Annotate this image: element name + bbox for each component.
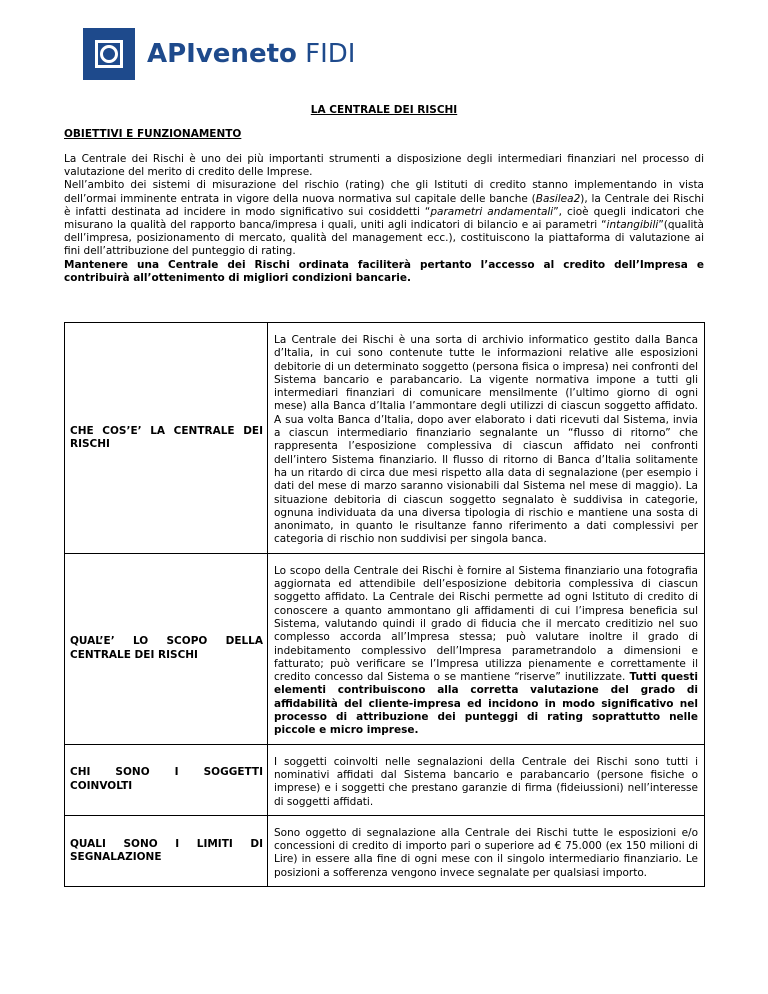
faq-table bbox=[64, 322, 705, 887]
faq-question: CHE COS’E’ LA CENTRALE DEI RISCHI bbox=[70, 424, 263, 450]
document-title: LA CENTRALE DEI RISCHI bbox=[310, 104, 458, 116]
faq-question-cell bbox=[65, 323, 268, 554]
faq-answer-bold-text: Tutti questi elementi contribuiscono alla corretta valutazione del grado di affidabilità del cliente-impresa ed incidono in modo significativo nel processo di attribuzione dei punteggi di rating soprattutto nelle piccole e micro imprese. bbox=[274, 671, 698, 737]
faq-answer-cell bbox=[268, 553, 705, 744]
intro-p2-intang: intangibili bbox=[606, 219, 659, 232]
faq-row bbox=[65, 744, 705, 815]
company-logo bbox=[73, 20, 356, 90]
faq-answer-cell bbox=[268, 323, 705, 554]
logo-brand-bold: APIveneto bbox=[147, 39, 297, 69]
logo-brand-light: FIDI bbox=[296, 39, 356, 69]
faq-row bbox=[65, 323, 705, 554]
faq-answer: La Centrale dei Rischi è una sorta di archivio informatico gestito dalla Banca d’Italia, in cui sono contenute tutte le informazioni relative alle esposizioni debitorie di un determinato soggetto (persona fisica o impresa) nei confronti del Sistema bancario e parabancario. La vigente normativa impone a tutti gli intermediari finanziari di comunicare mensilmente (l’ultimo giorno di ogni mese) alla Banca d’Italia l’ammontare degli utilizzi di ciascun soggetto affidato. A sua volta Banca d’Italia, dopo aver elaborato i dati ricevuti dal Sistema, invia a ciascun intermediario finanziario segnalante un “flusso di ritorno” che rappresenta l’esposizione complessiva di ciascun affidato nei confronti dell’intero Sistema finanziario. Il flusso di ritorno di Banca d’Italia solitamente ha un ritardo di circa due mesi rispetto alla data di segnalazione (per esempio i dati del mese di marzo saranno visionabili dal Sistema nel mese di maggio). La situazione debitoria di ciascun soggetto segnalato è suddivisa in categorie, ognuna individuata da una diversa tipologia di rischio e mantiene una sosta di anonimato, in quanto le risultanze fanno riferimento a dati complessivi per categoria di rischio non suddivisi per singola banca. bbox=[274, 334, 698, 546]
section-heading: OBIETTIVI E FUNZIONAMENTO bbox=[64, 128, 242, 140]
logo-wordmark bbox=[147, 38, 355, 70]
intro-paragraph-1: La Centrale dei Rischi è uno dei più importanti strumenti a disposizione degli intermediari finanziari nel processo di valutazione del merito di credito delle Imprese. bbox=[64, 153, 704, 179]
faq-answer: I soggetti coinvolti nelle segnalazioni della Centrale dei Rischi sono tutti i nominativi affidati dal Sistema bancario e parabancario (persone fisiche o imprese) e i soggetti che prestano garanzie di firma (fideiussioni) nell’interesse di soggetti affidati. bbox=[274, 755, 698, 808]
intro-p2-c: ”, cioè quegli indicatori che misurano la qualità del rapporto banca/impresa i quali, uniti agli indicatori di bilancio e ai parametri “ bbox=[64, 205, 704, 232]
faq-question: QUALI SONO I LIMITI DI SEGNALAZIONE bbox=[70, 837, 263, 863]
intro-p2-b: ), la Centrale dei Rischi è infatti destinata ad incidere in modo significativo sui cosiddetti “ bbox=[64, 192, 704, 218]
faq-answer-text: Lo scopo della Centrale dei Rischi è fornire al Sistema finanziario una fotografia aggiornata ed attendibile dell’esposizione debitoria complessiva di ciascun soggetto affidato. La Centrale dei Rischi permette ad ogni Istituto di credito di conoscere a quanto ammontano gli affidamenti di cui l’impresa beneficia sul Sistema, valutando quindi il grado di fiducia che il mercato creditizio nel suo complesso accorda all’Impresa stessa; può valutare inoltre il grado di indebitamento complessivo dell’Impresa parametrandolo a dimensioni e fatturato; può verificare se l’Impresa utilizza pienamente e correttamente il credito concesso dal Sistema o se mantiene “riserve” inutilizzate. bbox=[274, 564, 698, 684]
intro-p2-d: ”(qualità dell’impresa, posizionamento di mercato, qualità del management ecc.), costituiscono la piattaforma di valutazione ai fini dell’attribuzione del punteggio di rating. bbox=[64, 219, 704, 258]
intro-p2-a: Nell’ambito dei sistemi di misurazione del rischio (rating) che gli Istituti di credito stanno implementando in vista dell’ormai imminente entrata in vigore della nuova normativa sul capitale delle banche ( bbox=[64, 179, 704, 205]
intro-p2-basilea: Basilea2 bbox=[535, 192, 581, 205]
faq-question: QUAL’E’ LO SCOPO DELLA CENTRALE DEI RISCHI bbox=[70, 635, 263, 661]
faq-row bbox=[65, 815, 705, 886]
intro-p2-param: parametri andamentali bbox=[430, 205, 554, 218]
faq-row bbox=[65, 553, 705, 744]
faq-answer bbox=[274, 565, 698, 738]
faq-question-cell bbox=[65, 744, 268, 815]
faq-question-cell bbox=[65, 553, 268, 744]
faq-answer-cell bbox=[268, 744, 705, 815]
faq-answer-cell bbox=[268, 815, 705, 886]
intro-paragraph-3: Mantenere una Centrale dei Rischi ordinata faciliterà pertanto l’accesso al credito dell’Impresa e contribuirà all’ottenimento di migliori condizioni bancarie. bbox=[64, 258, 704, 284]
faq-question-cell bbox=[65, 815, 268, 886]
intro-paragraph-2 bbox=[64, 179, 704, 258]
intro-text bbox=[64, 153, 704, 285]
faq-question: CHI SONO I SOGGETTI COINVOLTI bbox=[70, 766, 263, 792]
logo-mark-icon bbox=[83, 28, 135, 80]
faq-answer: Sono oggetto di segnalazione alla Centrale dei Rischi tutte le esposizioni e/o concessioni di credito di importo pari o superiore ad € 75.000 (ex 150 milioni di Lire) in essere alla fine di ogni mese con il singolo intermediario finanziario. Le posizioni a sofferenza vengono invece segnalate per qualsiasi importo. bbox=[274, 826, 698, 879]
